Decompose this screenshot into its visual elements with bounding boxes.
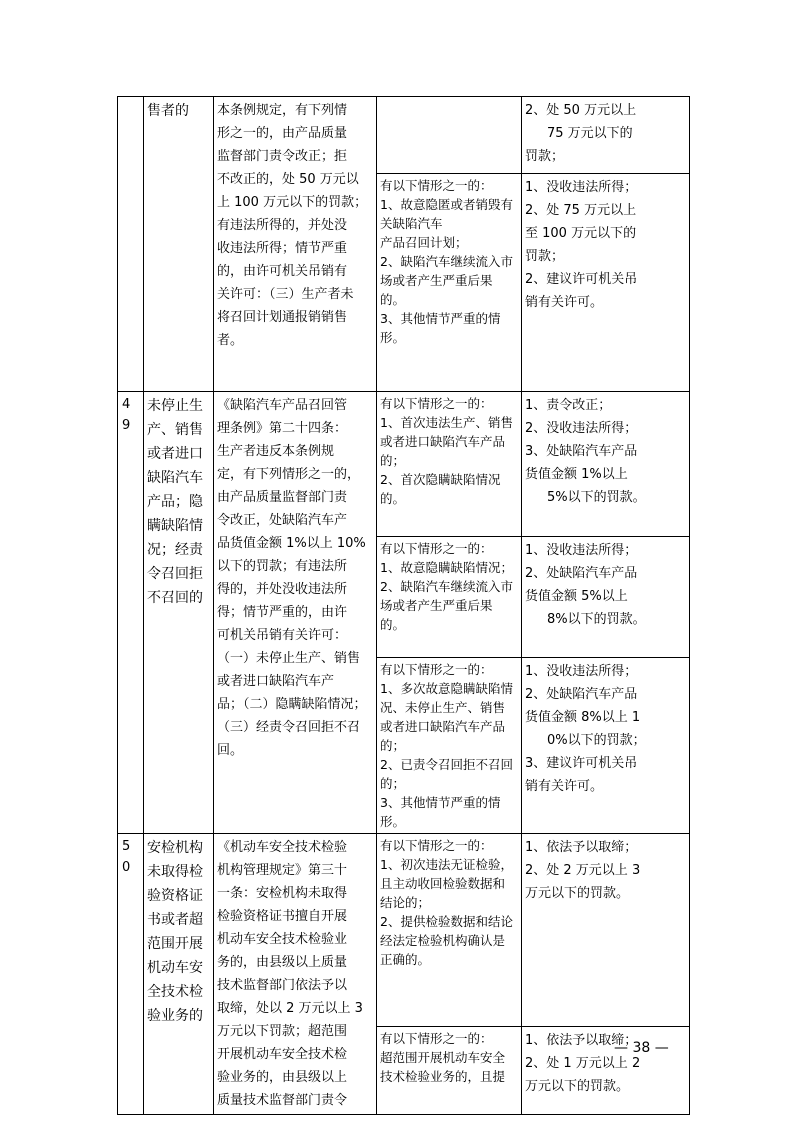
item-number [118,834,144,1115]
violation-circumstance-line: 的。 [380,617,406,632]
item-number [118,97,144,392]
legal-basis-line: 上 100 万元以下的罚款； [217,195,368,210]
violation-circumstance-line: 技术检验业务的，且提 [380,1069,506,1085]
table-row [118,834,690,1027]
violation-circumstance-line: 况、未停止生产、销售 [380,700,506,715]
violation-circumstance-line: 的； [380,738,406,753]
legal-basis-line: 令改正，处缺陷汽车产 [217,513,348,528]
violation-circumstance-line: 关缺陷汽车 [380,216,443,231]
violation-subject-line: 售者的 [147,103,189,119]
penalty-standard-line: 1、责令改正； [525,398,612,413]
violation-circumstance [377,1027,522,1115]
violation-subject-line: 验资格证 [147,888,203,904]
legal-basis-line: 得的，并处没收违法所 [217,582,348,597]
violation-circumstance [377,537,522,658]
violation-subject-line: 缺陷汽车 [147,470,203,486]
legal-basis-line: 品；（二）隐瞒缺陷情况； [217,697,367,712]
page-number: — 38 — [614,1040,669,1056]
violation-circumstance [377,97,522,174]
penalty-standard-line: 2、处 1 万元以上 2 [525,1056,641,1072]
legal-basis-line: 万元以下罚款；超范围 [217,1024,348,1039]
legal-basis [214,97,377,392]
penalty-standard-line: 货值金额 1%以上 [525,467,628,482]
violation-circumstance-line: 1、初次违法无证检验， [380,857,513,872]
legal-basis-line: （一）未停止生产、销售 [217,651,361,666]
legal-basis-line: 验业务的，由县级以上 [217,1070,348,1085]
penalty-standard-line: 2、处缺陷汽车产品 [525,687,638,702]
violation-subject-line: 产、销售 [147,422,203,438]
violation-subject-line: 未停止生 [147,398,203,414]
table-row [118,97,690,174]
legal-basis-line: 定，有下列情形之一的， [217,467,361,482]
legal-basis-line: 由产品质量监督部门责 [217,490,348,505]
violation-circumstance-line: 经法定检验机构确认是 [380,933,506,948]
legal-basis-line: 回。 [217,743,244,758]
violation-circumstance-line: 形。 [380,814,406,829]
violation-subject-line: 机动车安 [147,960,203,976]
violation-subject-line: 产品；隐 [147,494,203,510]
penalty-standard-line: 2、没收违法所得； [525,421,638,436]
penalty-standard-line: 2、处 75 万元以上 [525,203,637,218]
legal-basis-line: 务的，由县级以上质量 [217,955,348,970]
violation-circumstance-line: 2、已责令召回拒不召回 [380,757,513,772]
penalty-standard-line: 3、处缺陷汽车产品 [525,444,638,459]
violation-subject-line: 未取得检 [147,864,203,880]
item-number-line: 5 [122,839,131,854]
legal-basis-line: 品货值金额 1%以上 10% [217,536,366,551]
penalty-standard [522,174,690,392]
violation-circumstance-line: 3、其他情节严重的情 [380,795,501,810]
violation-circumstance-line: 产品召回计划； [380,235,468,250]
penalty-standard-line: 2、建议许可机关吊 [525,272,638,287]
violation-circumstance-line: 或者进口缺陷汽车产品 [380,434,506,449]
violation-circumstance-line: 的。 [380,292,406,307]
legal-basis-line: 收违法所得；情节严重 [217,241,348,256]
violation-circumstance-line: 2、提供检验数据和结论 [380,914,513,929]
violation-circumstance-line: 或者进口缺陷汽车产品 [380,719,506,734]
violation-circumstance-line: 1、多次故意隐瞒缺陷情 [380,681,513,696]
penalty-standard-line: 1、没收违法所得； [525,543,638,558]
violation-circumstance-line: 1、故意隐匿或者销毁有 [380,197,513,212]
legal-basis-line: 不改正的，处 50 万元以 [217,172,359,187]
penalty-standard [522,97,690,174]
violation-circumstance-line: 1、首次违法生产、销售 [380,415,513,430]
penalty-standard [522,658,690,834]
legal-basis-line: 取缔，处以 2 万元以上 3 [217,1001,363,1016]
item-number-line: 0 [122,860,131,875]
penalty-standard-line: 0%以下的罚款； [547,733,646,748]
legal-basis [214,392,377,834]
legal-basis-line: 形之一的，由产品质量 [217,126,348,141]
violation-subject [144,834,214,1115]
legal-basis-line: 或者进口缺陷汽车产 [217,674,335,689]
legal-basis-line: 监督部门责令改正；拒 [217,149,348,164]
legal-basis-line: 可机关吊销有关许可： [217,628,348,643]
violation-circumstance [377,834,522,1027]
violation-circumstance [377,174,522,392]
violation-circumstance-line: 1、故意隐瞒缺陷情况； [380,560,513,575]
penalty-standard-line: 罚款； [525,249,565,264]
violation-circumstance-line: 3、其他情节严重的情 [380,311,501,326]
legal-basis-line: 者。 [217,333,244,348]
violation-circumstance-line: 有以下情形之一的： [380,662,493,677]
penalty-standard [522,392,690,537]
legal-basis-line: 检验资格证书擅自开展 [217,909,348,924]
violation-circumstance-line: 有以下情形之一的： [380,838,493,853]
penalty-standard-line: 5%以下的罚款。 [547,490,646,505]
item-number-line: 4 [122,397,131,412]
penalty-standard-line: 8%以下的罚款。 [547,612,646,627]
violation-subject-line: 书或者超 [147,912,203,928]
violation-circumstance-line: 且主动收回检验数据和 [380,876,506,891]
violation-circumstance-line: 场或者产生严重后果 [380,598,493,613]
legal-basis-line: 开展机动车安全技术检 [217,1047,348,1062]
legal-basis-line: 的，由许可机关吊销有 [217,264,348,279]
legal-basis [214,834,377,1115]
penalty-standard [522,537,690,658]
penalty-standard-line: 销有关许可。 [525,779,604,794]
legal-basis-line: 机动车安全技术检验业 [217,932,348,947]
violation-subject-line: 或者进口 [147,446,203,462]
violation-subject-line: 瞒缺陷情 [147,518,203,534]
legal-basis-line: （三）经责令召回拒不召 [217,720,361,735]
violation-subject-line: 范围开展 [147,936,203,952]
violation-subject-line: 不召回的 [147,590,203,606]
penalty-standard-line: 1、没收违法所得； [525,664,638,679]
violation-subject [144,97,214,392]
violation-subject-line: 况；经责 [147,542,203,558]
penalty-standard-line: 货值金额 8%以上 1 [525,710,641,725]
violation-circumstance-line: 的； [380,776,406,791]
violation-subject-line: 验业务的 [147,1008,203,1024]
penalty-standard-line: 罚款； [525,149,565,164]
penalty-standard-line: 1、没收违法所得； [525,180,638,195]
violation-circumstance-line: 2、首次隐瞒缺陷情况 [380,472,501,487]
legal-basis-line: 《缺陷汽车产品召回管 [217,398,348,413]
legal-basis-line: 生产者违反本条例规 [217,444,335,459]
violation-circumstance-line: 正确的。 [380,952,431,967]
penalty-table [117,96,690,1115]
penalty-standard-line: 万元以下的罚款。 [525,886,630,901]
table-row [118,392,690,537]
penalty-standard-line: 货值金额 5%以上 [525,589,628,604]
violation-circumstance-line: 有以下情形之一的： [380,1031,493,1047]
violation-subject [144,392,214,834]
penalty-standard-line: 万元以下的罚款。 [525,1079,630,1095]
penalty-standard-line: 2、处 50 万元以上 [525,103,637,118]
violation-circumstance-line: 结论的； [380,895,431,910]
penalty-standard-line: 2、处缺陷汽车产品 [525,566,638,581]
legal-basis-line: 将召回计划通报销销售 [217,310,348,325]
legal-basis-line: 本条例规定，有下列情 [217,103,348,118]
legal-basis-line: 一条：安检机构未取得 [217,886,348,901]
violation-circumstance-line: 场或者产生严重后果 [380,273,493,288]
legal-basis-line: 理条例》第二十四条： [217,421,348,436]
violation-circumstance-line: 有以下情形之一的： [380,541,493,556]
violation-subject-line: 安检机构 [147,840,203,856]
legal-basis-line: 有违法所得的，并处没 [217,218,348,233]
violation-circumstance-line: 有以下情形之一的： [380,178,493,193]
penalty-standard-line: 销有关许可。 [525,295,604,310]
violation-circumstance-line: 的； [380,453,406,468]
penalty-standard-line: 2、处 2 万元以上 3 [525,863,641,878]
penalty-standard-line: 75 万元以下的 [547,126,633,141]
penalty-standard-line: 3、建议许可机关吊 [525,756,638,771]
violation-circumstance-line: 形。 [380,330,406,345]
violation-circumstance-line: 2、缺陷汽车继续流入市 [380,254,513,269]
violation-circumstance-line: 超范围开展机动车安全 [380,1050,506,1066]
item-number-line: 9 [122,418,131,433]
legal-basis-line: 以下的罚款；有违法所 [217,559,348,574]
violation-circumstance [377,658,522,834]
penalty-standard-line: 1、依法予以取缔； [525,1033,638,1049]
violation-subject-line: 全技术检 [147,984,203,1000]
legal-basis-line: 得；情节严重的，由许 [217,605,348,620]
penalty-standard-line: 至 100 万元以下的 [525,226,637,241]
violation-subject-line: 令召回拒 [147,566,203,582]
legal-basis-line: 《机动车安全技术检验 [217,840,348,855]
item-number [118,392,144,834]
violation-circumstance-line: 2、缺陷汽车继续流入市 [380,579,513,594]
violation-circumstance-line: 的。 [380,491,406,506]
legal-basis-line: 机构管理规定》第三十 [217,863,348,878]
legal-basis-line: 质量技术监督部门责令 [217,1093,348,1108]
penalty-standard [522,834,690,1027]
legal-basis-line: 技术监督部门依法予以 [217,978,348,993]
penalty-standard-line: 1、依法予以取缔； [525,840,638,855]
violation-circumstance-line: 有以下情形之一的： [380,396,493,411]
violation-circumstance [377,392,522,537]
legal-basis-line: 关许可：（三）生产者未 [217,287,354,302]
